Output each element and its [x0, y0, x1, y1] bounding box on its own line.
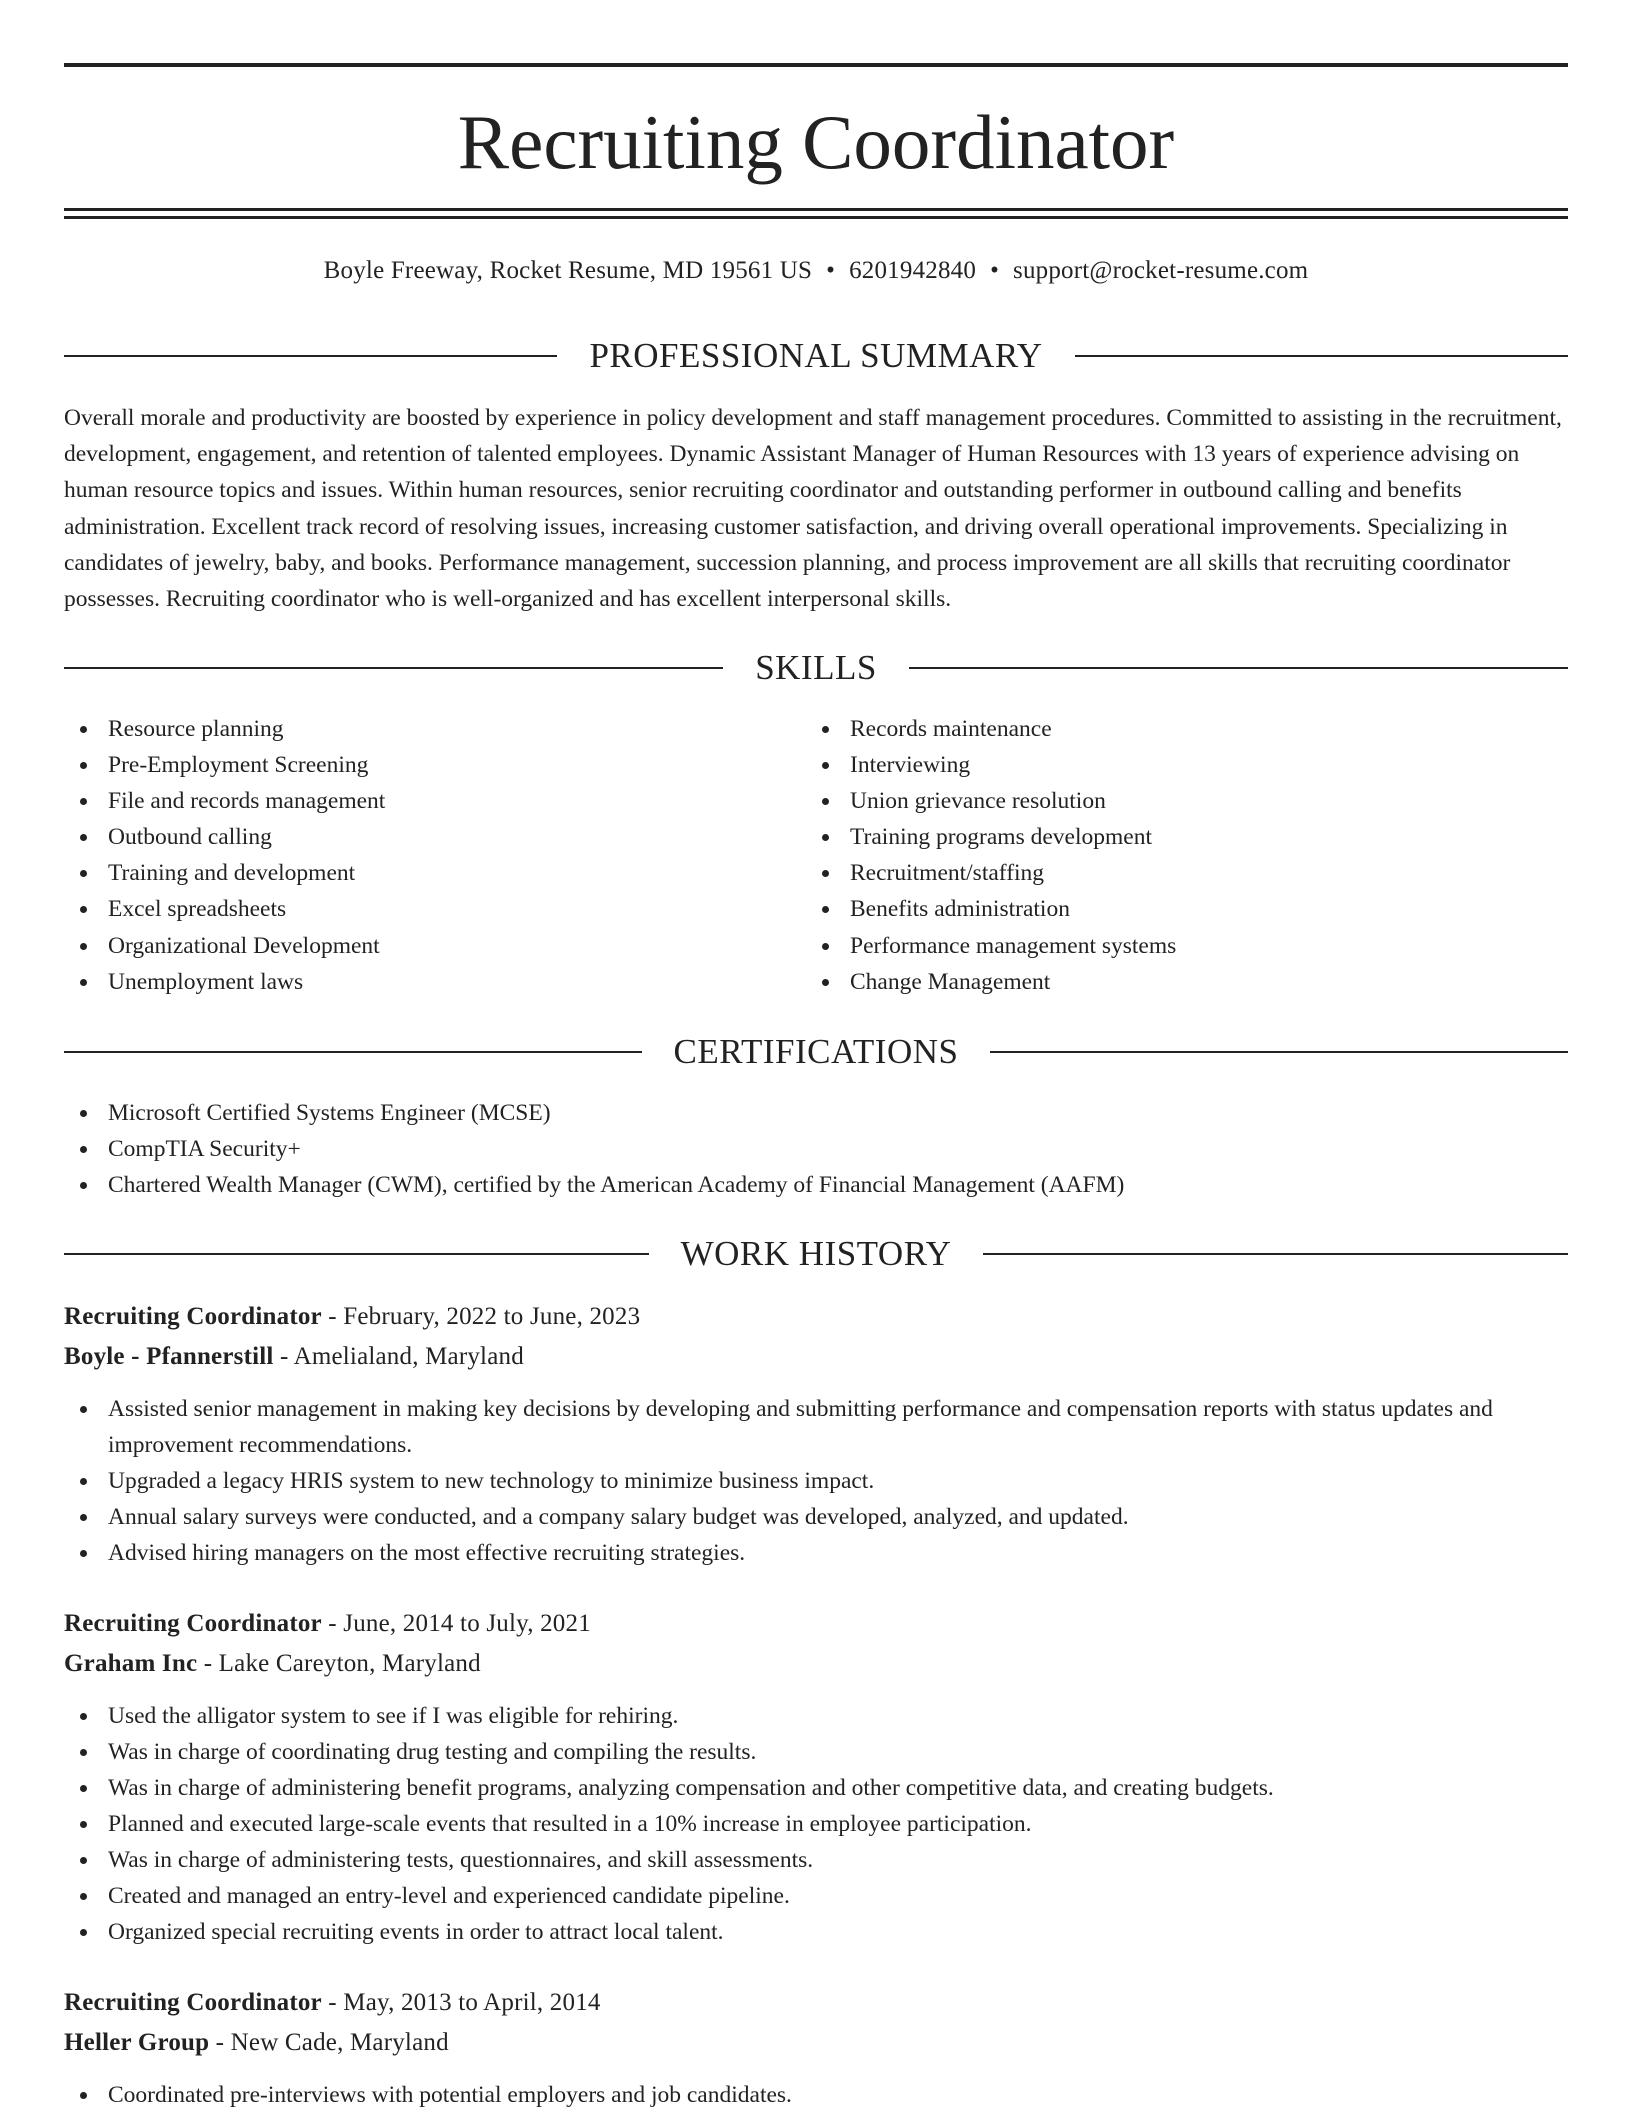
job-company: Heller Group — [64, 2029, 210, 2056]
certifications-list — [64, 1095, 1568, 1203]
job-title-line — [64, 1299, 1568, 1339]
skill-item: Training and development — [64, 855, 804, 891]
job-company-line — [64, 1646, 1568, 1686]
skill-item: Performance management systems — [806, 928, 1566, 964]
skill-item: Training programs development — [806, 819, 1566, 855]
job-bullets — [64, 2077, 1568, 2113]
certification-item: CompTIA Security+ — [64, 1131, 1568, 1167]
job-bullet: Was in charge of administering tests, questionnaires, and skill assessments. — [64, 1842, 1568, 1878]
job-entry — [64, 1299, 1568, 1571]
job-bullets — [64, 1698, 1568, 1950]
skill-item: Pre-Employment Screening — [64, 747, 804, 783]
job-bullet: Annual salary surveys were conducted, and a company salary budget was developed, analyzed, and updated. — [64, 1499, 1568, 1535]
section-rule — [64, 667, 723, 669]
section-title: SKILLS — [755, 648, 877, 687]
job-location: - Amelialand, Maryland — [273, 1343, 524, 1370]
section-heading-skills — [64, 646, 1568, 690]
job-dates: - February, 2022 to June, 2023 — [321, 1303, 641, 1330]
skill-item: Change Management — [806, 964, 1566, 1000]
section-rule — [983, 1253, 1568, 1255]
contact-phone: 6201942840 — [849, 257, 977, 284]
certification-item: Microsoft Certified Systems Engineer (MCSE) — [64, 1095, 1568, 1131]
section-title: WORK HISTORY — [680, 1234, 952, 1273]
skills-list-right — [806, 711, 1566, 1000]
section-heading-work-history — [64, 1232, 1568, 1276]
section-rule — [909, 667, 1568, 669]
job-title: Recruiting Coordinator — [64, 1989, 322, 2016]
section-title: PROFESSIONAL SUMMARY — [589, 336, 1043, 375]
job-bullet: Upgraded a legacy HRIS system to new technology to minimize business impact. — [64, 1463, 1568, 1499]
certification-item: Chartered Wealth Manager (CWM), certified by the American Academy of Financial Management (AAFM) — [64, 1167, 1568, 1203]
summary-text: Overall morale and productivity are boosted by experience in policy development and staff management procedures. Committed to assisting in the recruitment, development, engagement, and retention of talented employees. Dynamic Assistant Manager of Human Resources with 13 years of experience advising on human resource topics and issues. Within human resources, senior recruiting coordinator and outstanding performer in outbound calling and benefits administration. Excellent track record of resolving issues, increasing customer satisfaction, and driving overall operational improvements. Specializing in candidates of jewelry, baby, and books. Performance management, succession planning, and process improvement are all skills that recruiting coordinator possesses. Recruiting coordinator who is well-organized and has excellent interpersonal skills. — [64, 405, 1562, 613]
job-bullet: Planned and executed large-scale events that resulted in a 10% increase in employee participation. — [64, 1806, 1568, 1842]
job-bullet: Was in charge of coordinating drug testing and compiling the results. — [64, 1734, 1568, 1770]
job-dates: - May, 2013 to April, 2014 — [321, 1989, 601, 2016]
job-bullet: Advised hiring managers on the most effective recruiting strategies. — [64, 1535, 1568, 1571]
job-dates: - June, 2014 to July, 2021 — [321, 1610, 591, 1637]
job-bullet: Coordinated pre-interviews with potential employers and job candidates. — [64, 2077, 1568, 2113]
job-bullet: Assisted senior management in making key decisions by developing and submitting performance and compensation reports with status updates and improvement recommendations. — [64, 1391, 1568, 1463]
contact-address: Boyle Freeway, Rocket Resume, MD 19561 US — [323, 257, 813, 284]
skills-list-left — [64, 711, 804, 1000]
skill-item: Resource planning — [64, 711, 804, 747]
skill-item: Benefits administration — [806, 891, 1566, 927]
contact-separator: • — [990, 257, 1000, 284]
section-rule — [64, 1051, 642, 1053]
job-bullet: Was in charge of administering benefit programs, analyzing compensation and other competitive data, and creating budgets. — [64, 1770, 1568, 1806]
skill-item: Records maintenance — [806, 711, 1566, 747]
job-bullet: Used the alligator system to see if I was eligible for rehiring. — [64, 1698, 1568, 1734]
resume-title: Recruiting Coordinator — [457, 99, 1175, 185]
job-location: - New Cade, Maryland — [209, 2029, 449, 2056]
job-title-line — [64, 1606, 1568, 1646]
job-company: Graham Inc — [64, 1650, 198, 1677]
job-title: Recruiting Coordinator — [64, 1303, 322, 1330]
job-bullet: Created and managed an entry-level and experienced candidate pipeline. — [64, 1878, 1568, 1914]
skill-item: Interviewing — [806, 747, 1566, 783]
skill-item: Unemployment laws — [64, 964, 804, 1000]
contact-line — [64, 254, 1568, 288]
contact-email: support@rocket-resume.com — [1013, 257, 1309, 284]
section-rule — [990, 1051, 1568, 1053]
skill-item: Recruitment/staffing — [806, 855, 1566, 891]
skill-item: Outbound calling — [64, 819, 804, 855]
skill-item: File and records management — [64, 783, 804, 819]
section-rule — [1075, 355, 1568, 357]
job-company: Boyle - Pfannerstill — [64, 1343, 274, 1370]
header-double-rule-lower — [64, 216, 1568, 219]
job-title-line — [64, 1985, 1568, 2025]
skill-item: Organizational Development — [64, 928, 804, 964]
job-entry — [64, 1985, 1568, 2113]
section-heading-certifications — [64, 1030, 1568, 1074]
job-entry — [64, 1606, 1568, 1950]
section-title: CERTIFICATIONS — [673, 1032, 959, 1071]
job-bullets — [64, 1391, 1568, 1571]
skill-item: Union grievance resolution — [806, 783, 1566, 819]
job-location: - Lake Careyton, Maryland — [197, 1650, 481, 1677]
section-rule — [64, 355, 557, 357]
job-company-line — [64, 2025, 1568, 2065]
contact-separator: • — [826, 257, 836, 284]
job-bullet: Organized special recruiting events in order to attract local talent. — [64, 1914, 1568, 1950]
header-double-rule-upper — [64, 208, 1568, 211]
section-rule — [64, 1253, 649, 1255]
skill-item: Excel spreadsheets — [64, 891, 804, 927]
header-top-rule — [64, 63, 1568, 67]
job-company-line — [64, 1339, 1568, 1379]
section-heading-summary — [64, 334, 1568, 378]
job-title: Recruiting Coordinator — [64, 1610, 322, 1637]
